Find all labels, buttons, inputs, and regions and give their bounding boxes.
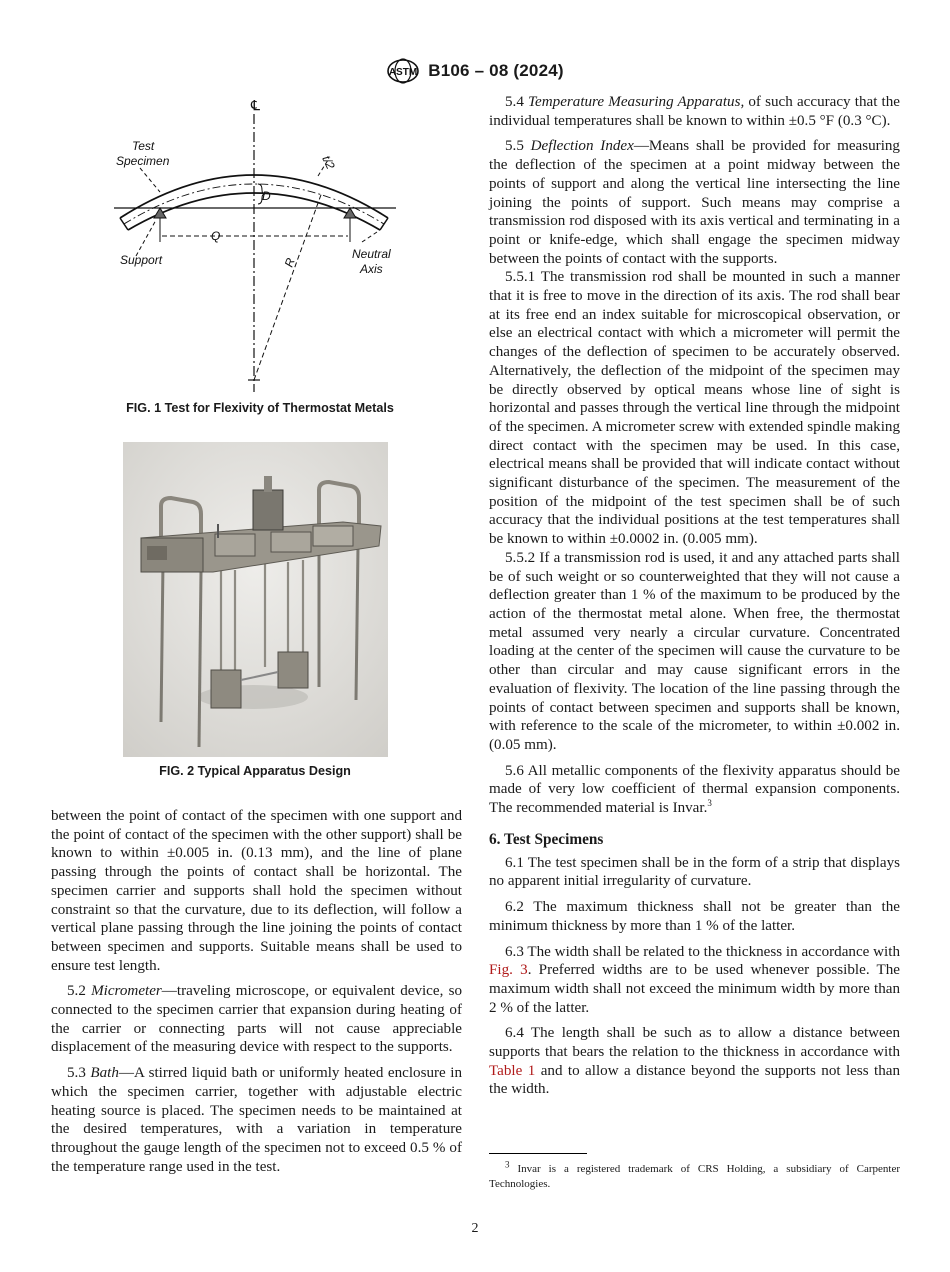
svg-text:t/2: t/2 [319, 153, 338, 172]
paragraph-5-5: 5.5 Deflection Index—Means shall be provided for measuring the deflection of the specimen at a point midway between the points of support and along the vertical line intersecting the line joining the points of support. Such means may comprise a transmission rod disposed with its axis vertical and terminating in a point or knife-edge, which shall engage the specimen midway between the points of contact with the supports. [489, 138, 900, 267]
figure-1-caption: FIG. 1 Test for Flexivity of Thermostat Metals [126, 401, 394, 415]
figure-1-diagram [100, 92, 410, 392]
svg-text:D: D [262, 189, 271, 203]
table-1-link[interactable]: Table 1 [489, 1062, 536, 1079]
paragraph-5-3: 5.3 Bath—A stirred liquid bath or uniformly heated enclosure in which the specimen carrier, together with adjustable electric heating source is placed. The specimen needs to be maintained at the desired temperatures, with a variation in temperature throughout the gauge length of the specimen not to exceed 0.5 % of the temperature range used in the test. [51, 1065, 463, 1175]
paragraph-5-1-continued: between the point of contact of the specimen with one support and the point of contact of the specimen with the other support) shall be known to within ±0.005 in. (0.13 mm), and the line of plane passing through the points of contact shall be horizontal. The specimen carrier and supports shall hold the specimen without constraint so that the curvature, due to its deflection, will follow a vertical plane passing through the line joining the points of contact between specimen and supports. Suitable means shall be used to ensure test length. [51, 808, 462, 974]
svg-text:Specimen: Specimen [116, 154, 170, 168]
footnote-ref-3[interactable]: 3 [707, 797, 712, 808]
svg-text:Neutral: Neutral [352, 247, 391, 261]
footnote-3: $^3$ Invar is a registered trademark of CRS Holding, a subsidiary of Carpenter Technologies. [489, 1159, 900, 1190]
paragraph-6-3: 6.3 The width shall be related to the thickness in accordance with Fig. 3. Preferred widths are to be used whenever possible. The maximum width shall not exceed the minimum width by more than 2 % of the latter. [489, 943, 901, 1016]
paragraph-5-5-2: 5.5.2 If a transmission rod is used, it and any attached parts shall be of such weight or so counterweighted that they will not cause a deflection greater than 1 % of the maximum to be produced by the action of the thermostat metal alone. When free, the thermostat metal assumed very nearly a circular curvature. Concentrated loading at the center of the specimen will cause the curvature to be other than circular and may cause significant errors in the evaluation of flexivity. The location of the line passing through the points of contact between specimen and supports shall be known, with reference to the scale of the micrometer, to within ±0.002 in. (0.05 mm). [489, 549, 900, 753]
astm-logo-icon [386, 58, 420, 84]
document-id: B106 – 08 (2024) [428, 61, 564, 80]
paragraph-5-5-1: 5.5.1 The transmission rod shall be mounted in such a manner that it is free to move in the direction of its axis. The rod shall bear at its free end an index suitable for microscopical observation, or else an electrical contact with which a micrometer will permit the changes of the deflection of specimen to be accurately observed. Alternatively, the deflection of the midpoint of the specimen may be directly observed by optical means whose line of sight is horizontal and passes through the vertical line through the midpoint of the specimen. A micrometer screw with extended spindle making direct contact with the specimen may be used. In this case, electrical means shall be provided that will indicate contact without significant disturbance of the specimen. The measurement of the position of the midpoint of the test specimen shall be of such accuracy that the individual positions at the test temperatures shall be known to within ±0.0002 in. (0.005 mm). [489, 269, 900, 548]
svg-text:Test: Test [132, 139, 155, 153]
paragraph-6-2: 6.2 The maximum thickness shall not be greater than the minimum thickness by more than 1 % of the latter. [489, 899, 900, 934]
figure-2-photo [123, 442, 388, 757]
section-6-heading: 6. Test Specimens [489, 830, 604, 848]
svg-text:℄: ℄ [251, 97, 260, 113]
footnote-divider [489, 1153, 587, 1154]
paragraph-6-4: 6.4 The length shall be such as to allow a distance between supports that bears the relation to the thickness in accordance with Table 1 and to allow a distance beyond the supports not less than the width. [489, 1025, 901, 1098]
paragraph-5-2: 5.2 Micrometer—traveling microscope, or equivalent device, so connected to the specimen carrier that expansion during heating of the carrier or connecting parts will not cause appreciable displacement of the measuring device with respect to the supports. [51, 983, 462, 1056]
figure-2-caption: FIG. 2 Typical Apparatus Design [159, 764, 351, 778]
paragraph-5-4: 5.4 Temperature Measuring Apparatus, of such accuracy that the individual temperatures shall be known to within ±0.5 °F (0.3 °C). [489, 94, 900, 129]
paragraph-6-1: 6.1 The test specimen shall be in the form of a strip that displays no apparent initial irregularity of curvature. [489, 854, 900, 890]
fig-3-link[interactable]: Fig. 3 [489, 962, 528, 979]
svg-text:Support: Support [120, 253, 163, 267]
paragraph-5-6: 5.6 All metallic components of the flexivity apparatus should be made of very low coefficient of thermal expansion components. The recommended material is Invar.$^3$ [489, 762, 900, 817]
page-number: 2 [471, 1221, 479, 1236]
svg-text:Axis: Axis [360, 262, 383, 276]
left-column [51, 807, 462, 1176]
svg-text:ASTM: ASTM [389, 67, 418, 78]
page-header [0, 58, 950, 89]
right-column [489, 93, 900, 1099]
svg-text:Q: Q [211, 229, 221, 243]
svg-text:R: R [281, 256, 298, 270]
